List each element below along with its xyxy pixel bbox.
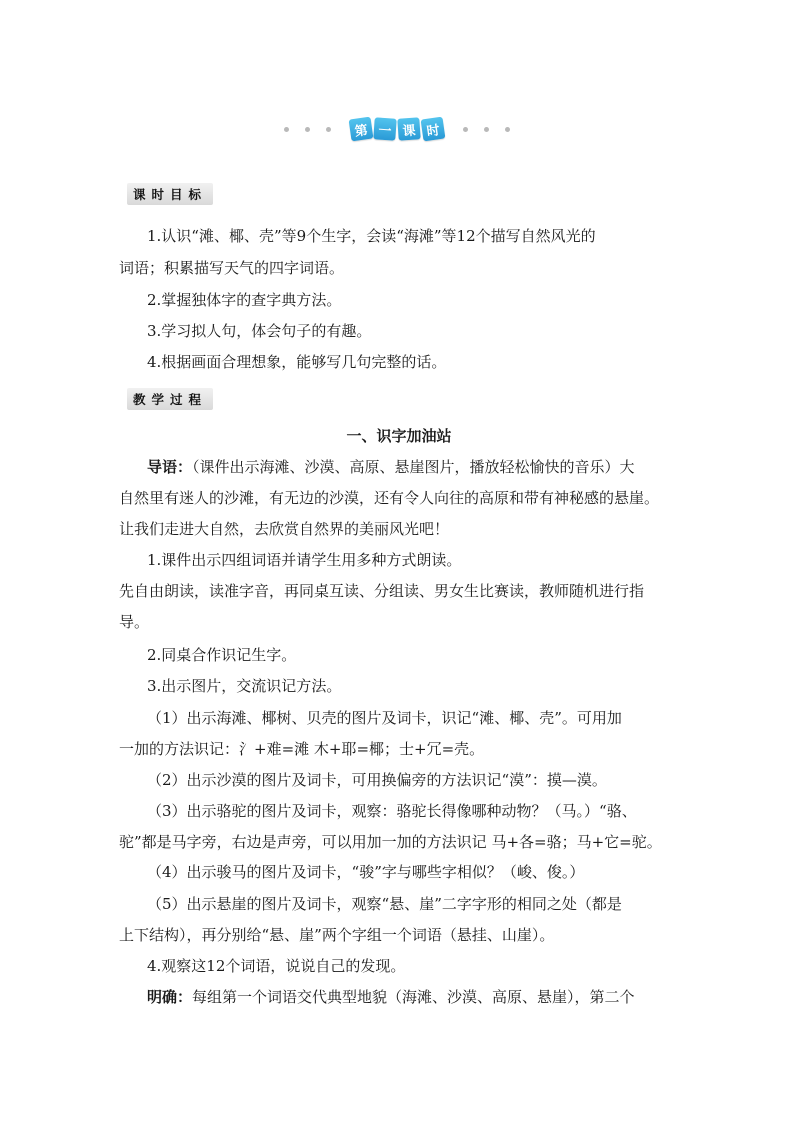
step-line: 一加的方法识记：氵+难=滩 木+耶=椰；士+冗=壳。 (119, 740, 485, 758)
clarify-text: 每组第一个词语交代典型地貌（海滩、沙漠、高原、悬崖），第二个 (192, 988, 635, 1006)
step-line: 导。 (119, 613, 150, 631)
lesson-title-char: 一 (373, 117, 396, 140)
decor-dot (326, 127, 331, 132)
decor-dot (463, 127, 468, 132)
objective-line: 4.根据画面合理想象，能够写几句完整的话。 (147, 353, 447, 371)
objective-line: 2.掌握独体字的查字典方法。 (147, 291, 342, 309)
step-line: （2）出示沙漠的图片及词卡，可用换偏旁的方法识记“漠”：摸—漠。 (147, 771, 607, 789)
part-heading: 一、识字加油站 (346, 427, 452, 445)
lesson-title-char: 时 (421, 117, 446, 142)
clarify-label: 明确： (147, 988, 193, 1006)
objective-line: 1.认识“滩、椰、壳”等9个生字，会读“海滩”等12个描写自然风光的 (147, 227, 596, 245)
lesson-title-char: 课 (397, 117, 420, 140)
intro-line: 让我们走进大自然，去欣赏自然界的美丽风光吧！ (119, 520, 450, 538)
intro-text: （课件出示海滩、沙漠、高原、悬崖图片，播放轻松愉快的音乐）大 (192, 458, 635, 476)
intro-line: 自然里有迷人的沙滩，有无边的沙漠，还有令人向往的高原和带有神秘感的悬崖。 (119, 489, 660, 507)
decor-dot (284, 127, 289, 132)
step-line: 1.课件出示四组词语并请学生用多种方式朗读。 (147, 551, 462, 569)
objective-line: 3.学习拟人句，体会句子的有趣。 (147, 322, 372, 340)
decor-dot (305, 127, 310, 132)
section-header-process: 教学过程 (127, 388, 213, 410)
step-line: （4）出示骏马的图片及词卡，“骏”字与哪些字相似？（峻、俊。） (147, 863, 585, 881)
step-line: 先自由朗读，读准字音，再同桌互读、分组读、男女生比赛读，教师随机进行指 (119, 582, 645, 600)
step-line: （5）出示悬崖的图片及词卡，观察“悬、崖”二字字形的相同之处（都是 (147, 895, 622, 913)
step-line: 3.出示图片，交流识记方法。 (147, 677, 342, 695)
clarify-line (147, 987, 679, 1007)
objective-line: 词语；积累描写天气的四字词语。 (119, 259, 345, 277)
step-line: 驼”都是马字旁，右边是声旁，可以用加一加的方法识记 马+各=骆；马+它=驼。 (119, 833, 662, 851)
step-line: （1）出示海滩、椰树、贝壳的图片及词卡，识记“滩、椰、壳”。可用加 (147, 709, 622, 727)
step-line: （3）出示骆驼的图片及词卡，观察：骆驼长得像哪种动物？（马。）“骆、 (147, 802, 637, 820)
lesson-title-char: 第 (349, 117, 374, 142)
decor-dot (484, 127, 489, 132)
intro-line (147, 457, 679, 477)
decor-dot (505, 127, 510, 132)
section-header-objectives: 课时目标 (127, 183, 213, 205)
step-line: 上下结构），再分别给“悬、崖”两个字组一个词语（悬挂、山崖）。 (119, 926, 555, 944)
intro-label: 导语： (147, 458, 193, 476)
step-line: 4.观察这12个词语，说说自己的发现。 (147, 957, 406, 975)
step-line: 2.同桌合作识记生字。 (147, 646, 297, 664)
lesson-title-badge (349, 118, 445, 140)
lesson-banner (0, 116, 794, 142)
